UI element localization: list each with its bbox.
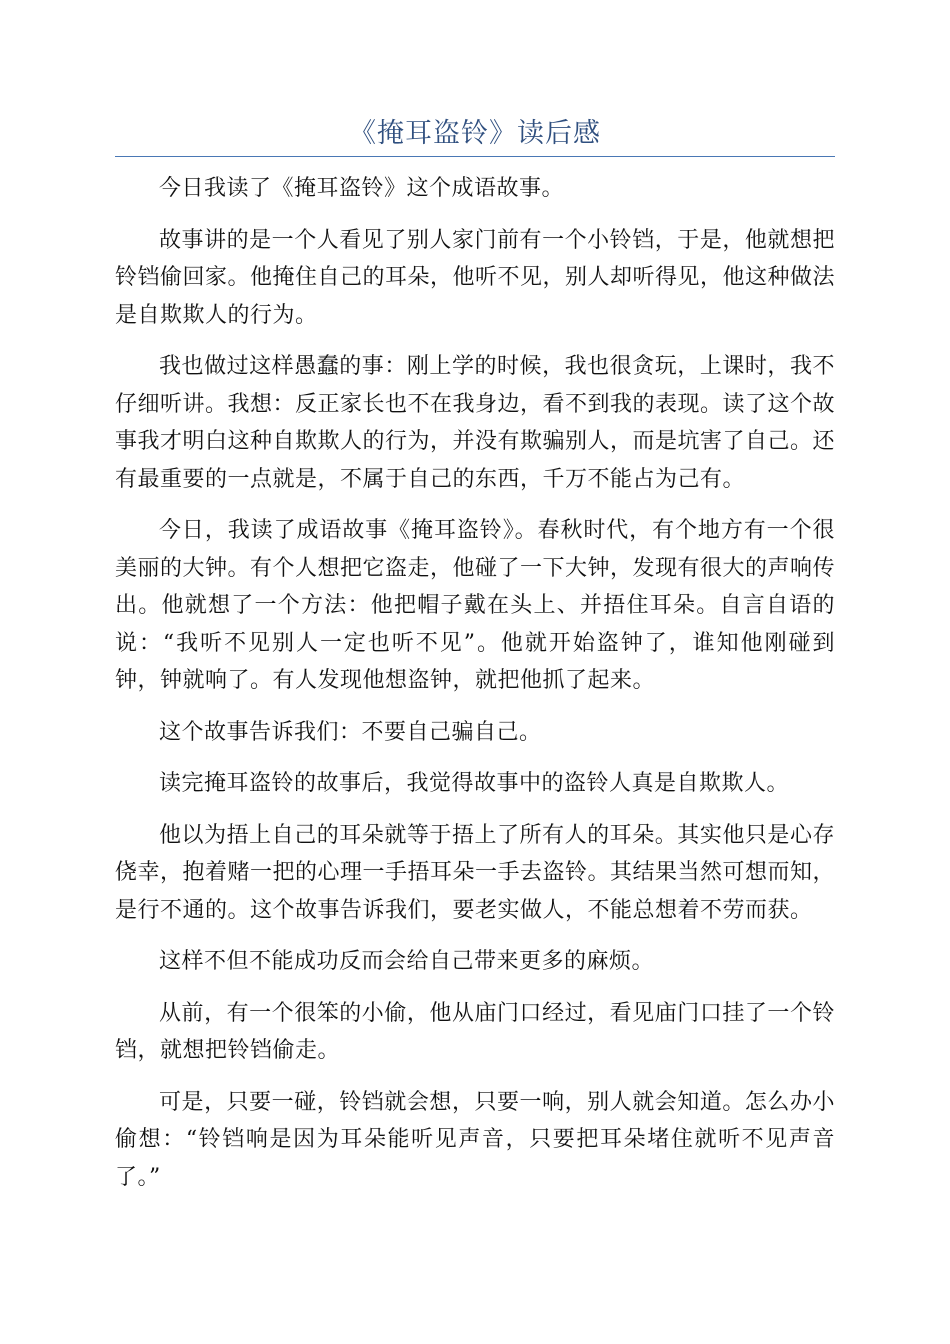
paragraph: 故事讲的是一个人看见了别人家门前有一个小铃铛，于是，他就想把铃铛偷回家。他掩住自己的耳朵，他听不见，别人却听得见，他这种做法是自欺欺人的行为。	[115, 227, 836, 328]
title-block	[115, 110, 835, 157]
document-title: 《掩耳盗铃》读后感	[349, 118, 601, 149]
paragraph: 这样不但不能成功反而会给自己带来更多的麻烦。	[159, 949, 655, 974]
paragraph: 今日我读了《掩耳盗铃》这个成语故事。	[159, 176, 565, 201]
paragraph: 可是，只要一碰，铃铛就会想，只要一响，别人就会知道。怎么办小偷想：“铃铛响是因为耳朵能听见声音，只要把耳朵堵住就听不见声音了。”	[115, 1089, 835, 1190]
paragraph: 他以为捂上自己的耳朵就等于捂上了所有人的耳朵。其实他只是心存侥幸，抱着赌一把的心理一手捂耳朵一手去盗铃。其结果当然可想而知，是行不通的。这个故事告诉我们，要老实做人，不能总想着不劳而获。	[115, 822, 836, 923]
paragraph: 读完掩耳盗铃的故事后，我觉得故事中的盗铃人真是自欺欺人。	[159, 771, 790, 796]
paragraph: 我也做过这样愚蠢的事：刚上学的时候，我也很贪玩，上课时，我不仔细听讲。我想：反正家长也不在我身边，看不到我的表现。读了这个故事我才明白这种自欺欺人的行为，并没有欺骗别人，而是坑害了自己。还有最重要的一点就是，不属于自己的东西，千万不能占为己有。	[115, 354, 836, 492]
document-body	[115, 170, 835, 1210]
paragraph: 从前，有一个很笨的小偷，他从庙门口经过，看见庙门口挂了一个铃铛，就想把铃铛偷走。	[115, 1000, 835, 1063]
paragraph: 今日，我读了成语故事《掩耳盗铃》。春秋时代，有个地方有一个很美丽的大钟。有个人想把它盗走，他碰了一下大钟，发现有很大的声响传出。他就想了一个方法：他把帽子戴在头上、并捂住耳朵。自言自语的说：“我听不见别人一定也听不见”。他就开始盗钟了，谁知他刚碰到钟，钟就响了。有人发现他想盗钟，就把他抓了起来。	[115, 518, 836, 693]
paragraph: 这个故事告诉我们：不要自己骗自己。	[159, 719, 542, 745]
